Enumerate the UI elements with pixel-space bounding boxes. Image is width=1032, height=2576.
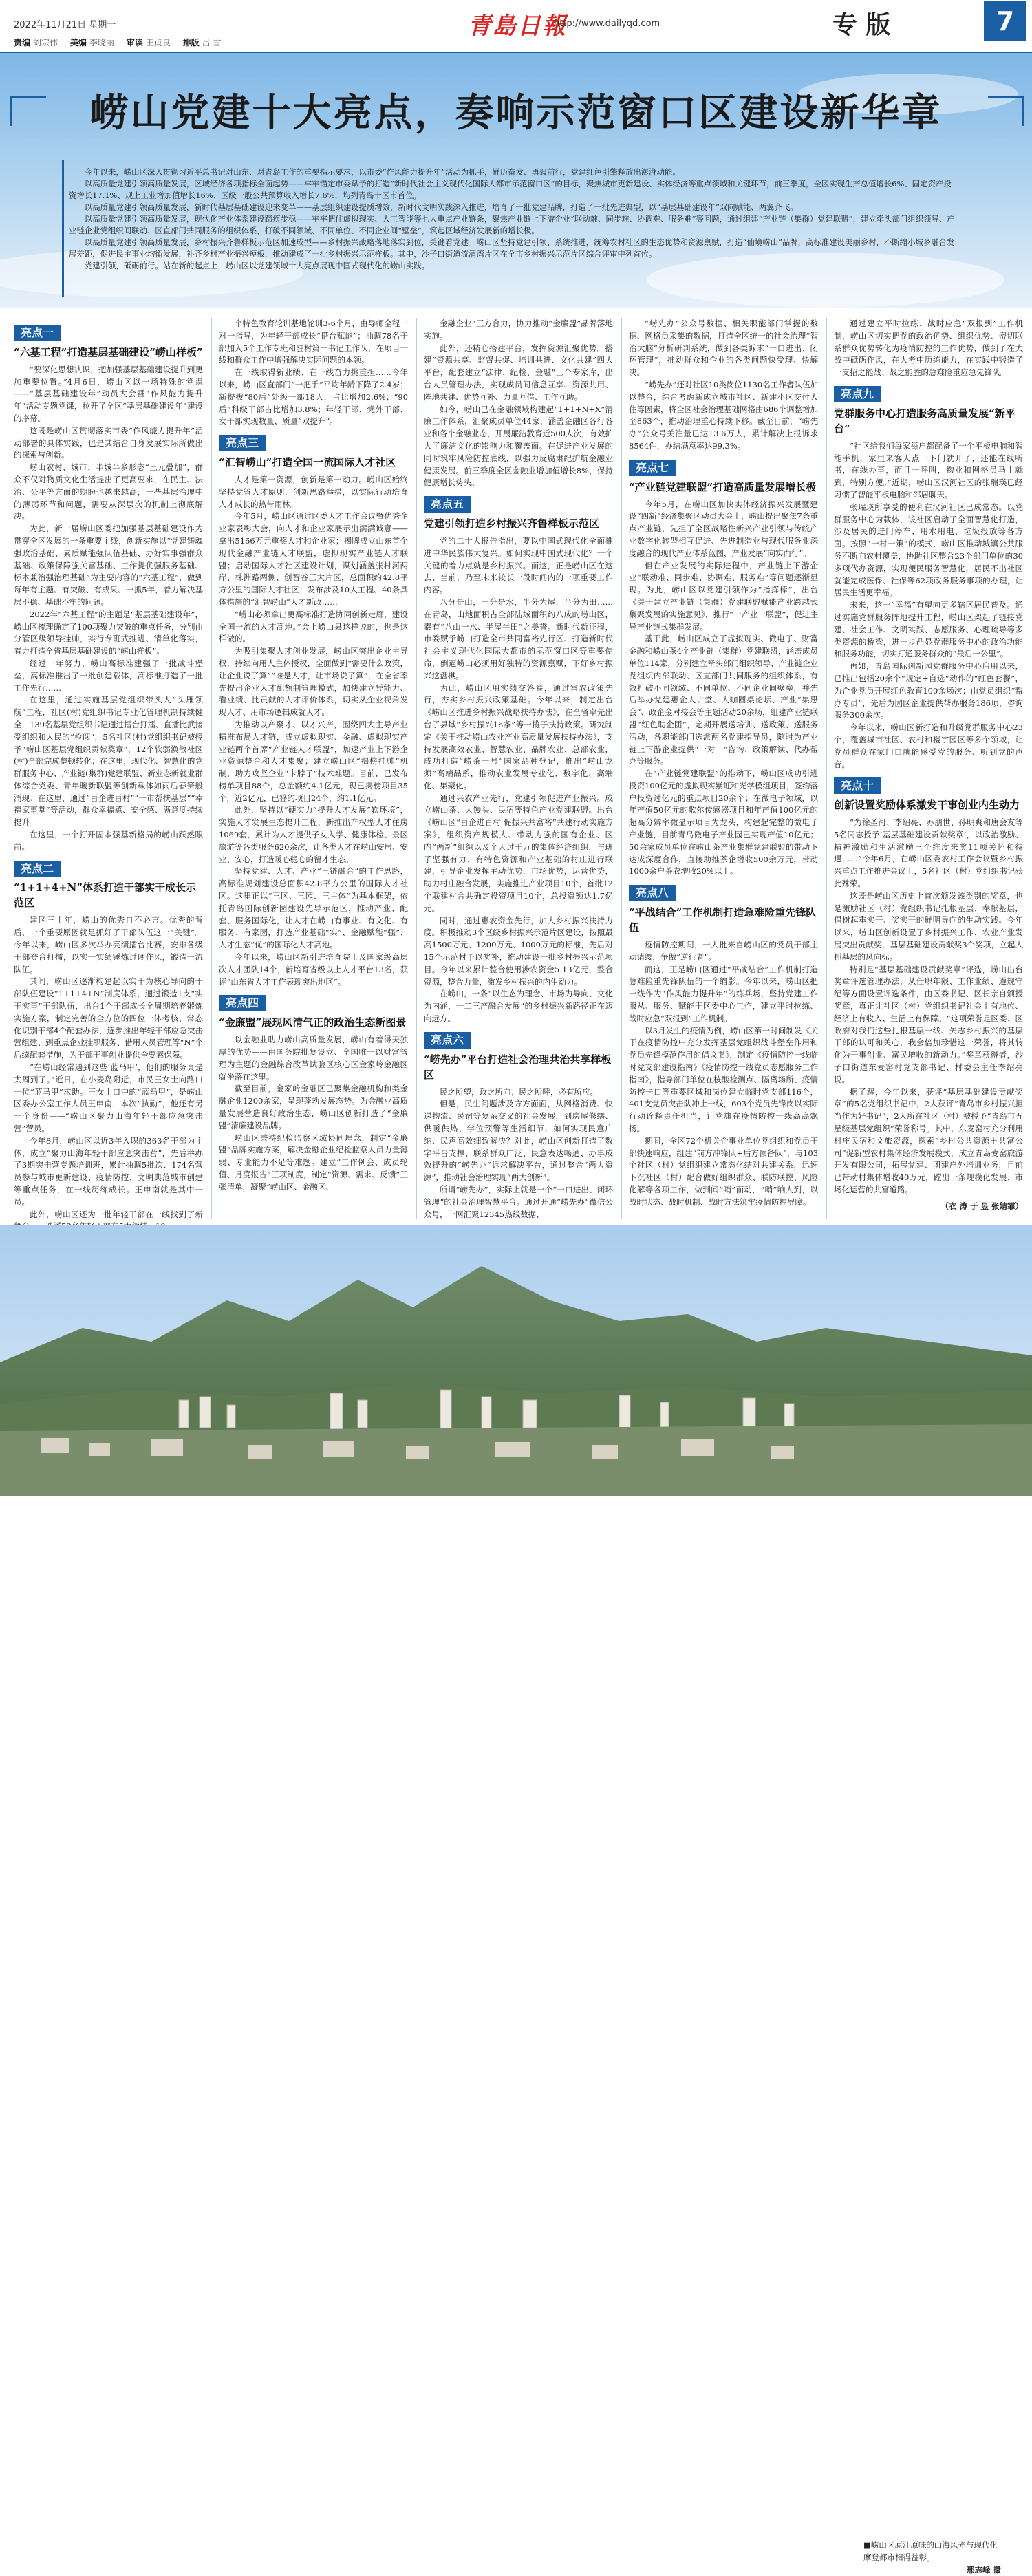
body-paragraph: 金融企业”三方合力，协力推动“金廉盟”品牌落地实施。 <box>424 319 613 341</box>
body-paragraph: 崂山农村、城市、半城半乡形态“三元叠加”，群众不仅对物质文化生活提出了更高要求，在民主、法治、公平等方面的期盼也越来越高，一些基层治理中的薄弱环节和问题，需要从深层次的机制上彻底解决。 <box>14 462 203 522</box>
masthead <box>0 0 1032 53</box>
body-paragraph: 同时，通过惠农资金先行，加大乡村振兴扶持力度。积极推动3个区级乡村振兴示范片区建设，按照最高1500万元、1200万元、1000万元的标准，先后对15个示范村予以奖补，推动建设一批乡村振兴示范项目。今年以来累计整合使用涉农资金5.13亿元，整合资源，整合力量，激发乡村振兴的内生动力。 <box>424 915 613 987</box>
body-paragraph: 所谓“崂先办”，实际上就是一个“一口进出、闭环管理”的社会治理智慧平台。通过开通“崂先办”微信公众号，一网汇聚12345热线数据、 <box>424 1185 613 1219</box>
body-paragraph: 基于此，崂山区成立了虚拟现实、微电子、财富金融和崂山茶4个产业链（集群）党建联盟，涵盖成员单位114家，分别建立牵头部门组织领导、产业链企业党组织内部联动、区直部门共同服务的组织体系，有效打破不同领域、不同单位、不同企业间壁垒，并先后举办党建惠企大讲堂、大咖圆桌论坛、产业“集思会”、政企金对接会等主题活动20余场，组建产业链联盟“红色助企团”，定期开展送培训、送政策、送服务活动，各职能部门选派两名党建指导员，随时为产业链上下游企业提供“一对一”咨询、政策解读、代办帮办等服务。 <box>629 634 818 766</box>
page-headline: 崂山党建十大亮点，奏响示范窗口区建设新华章 <box>89 90 943 136</box>
body-paragraph: 在“产业链党建联盟”的推动下，崂山区成功引进投资100亿元的虚拟现实紫虹和光学模组项目，签约落户投资过亿元的重点项目20余个；在微电子领域，以年产值50亿元的歌尔传感器项目和年产值100亿元的超高分辨率微显示项目为龙头，构建起完整的微电子产业链，目前青岛微电子产业园已实现产值10亿元；50余家成员单位在崂山茶产业集群党建联盟的带动下达成深度合作，直接助推茶企增收500余万元，带动1000余户茶农增收20%以上。 <box>629 769 818 877</box>
highlight-title: “产业链党建联盟”打造高质量发展增长极 <box>629 480 817 493</box>
caption-text: ■崂山区原汁原味的山海风光与现代化摩登都市相得益彰。 <box>863 2540 998 2562</box>
page-number: 7 <box>984 1 1026 41</box>
highlight-heading <box>629 885 818 935</box>
body-paragraph: 但是，民生问题涉及方方面面，从网格消费、快递物流、民宿等复杂交叉的社会发展，到房屋修缮、供暖供热、学位预警等生活细节，如何实现民意广纳、民声高效细致解决？对此，崂山区创新打造了数字平台支撑、联系群众广泛、民意表达畅通、办事成效提升的“崂先办”诉求解决平台，通过整合“两大资源”，推动社会治理实现“两大创新”。 <box>424 1099 613 1183</box>
body-paragraph: 个特色教育轮训基地轮训3-6个月，由导师全程一对一指导，为年轻干部成长“搭台赋能”；抽调78名干部加入5个工作专班和驻村第一书记工作队，在项目一线和群众工作中增强解决实际问题的本领。 <box>219 319 408 365</box>
body-paragraph: 据了解，今年以来，获评“基层基础建设贡献奖章”的5名党组织书记中，2人获评“青岛市乡村振兴担当作为好书记”，2人所在社区（村）被授予“青岛市五星级基层党组织”荣誉称号。其中，东麦窑村充分利用村庄民宿和文旅资源，探索“乡村公共资源＋共富公司”促新型农村集体经济发展模式，成立青岛麦窑旅游开发有限公司，拓展党建、团建户外培训业务，目前已带动村集体增收40万元，蹚出一条规模化发展、市场化运营的共富道路。 <box>834 1086 1023 1194</box>
article-column <box>424 318 613 1221</box>
highlight-title: “汇智崂山”打造全国一流国际人才社区 <box>219 455 396 469</box>
body-paragraph: “崂先办”公众号数据、相关职能部门掌握的数据、网格员采集的数据，打造全区统一的社会治理“智治大脑”分析研判系统，做到各类诉求“一口进出、闭环管理”，推动群众和企业的各类问题快受理、快解决。 <box>629 319 818 378</box>
highlight-title: 创新设置奖励体系激发干事创业内生动力 <box>834 799 1020 812</box>
body-paragraph: 以3月发生的疫情为例，崂山区第一时间制发《关于在疫情防控中充分发挥基层党组织战斗堡垒作用和党员先锋模范作用的倡议书》，制定《疫情防控一线临时党支部建设指南》《疫情防控一线党员志愿服务工作指南》，指导部门单位在核酸检测点、隔离场所、疫情防控卡口等重要区域和岗位建立临时党支部116个，401支党员突击队冲上一线，603个党员先锋岗以实际行动诠释责任担当，让党旗在疫情防控一线高高飘扬。 <box>629 1025 818 1134</box>
editor-line <box>14 36 230 48</box>
body-paragraph: 此外，还精心搭建平台，发挥资源汇聚优势。搭建“资源共享、监督共促、培训共进、文化共建”四大平台，配套建立“法律、纪检、金融”三个专家库，出台人员管理办法，实现成员间信息互享、资源共用、阵地共建、优势互补、力量互借、工作互助。 <box>424 343 613 402</box>
column-divider <box>826 318 827 1219</box>
body-paragraph: 其间，崂山区逐渐构建起以实干为核心导向的干部队伍建设“1+1+4+N”制度体系，通过锻造1支“实干实事”干部队伍，出台1个干部成长全周期培养锻炼实施方案，制定完善的全方位的四位一体考核、常态化识别干部4个配套办法，逐步推出年轻干部应急突击营组建、到重点企业挂职服务、借用人员管理等“N”个后续配套措施，为干部干事创业提供全要素保障。 <box>14 976 203 1060</box>
body-paragraph: 经过一年努力，崂山高标准建强了一批战斗堡垒，高标准推出了一批创建载体，高标准打造了一批工作先行…… <box>14 658 203 693</box>
article-column <box>219 318 408 1194</box>
section-title: 专 版 <box>832 10 891 39</box>
body-paragraph: 此外，崂山区还为一批年轻干部在一线找到了新 <box>30 1209 203 1219</box>
body-paragraph: “崂山必须拿出更高标准打造协同创新走廊，建设全国一流的人才高地。”会上崂山县这样说的，也是这样做的。 <box>219 609 408 644</box>
body-paragraph: 今年5月，崂山区通过区委人才工作会议暨优秀企业家表彰大会，向人才和企业家展示出满满诚意——拿出5166万元重奖人才和企业家；揭牌成立山东首个现代金融产业链人才联盟，虚拟现实产业链人才联盟；启动国际人才社区建设计划，谋划涵盖张村河两岸、株洲路两侧、创智谷三大片区，总面积约42.8平方公里的国际人才社区；发布涉及10大工程、40条具体措施的“汇智崂山”人才新政…… <box>219 511 408 607</box>
body-paragraph: 为此，新一届崂山区委把加强基层基础建设作为贯穿全区发展的一条重要主线，创新实施以“党建铸魂强政治基础、素质赋能强队伍基础、办好实事强群众基础、政策保障强关富基础、工作提优强服务基础、标本兼治强治理基础”为主要内容的“六基工程”，做到每年有主题、有突破、有成果、一抓5年，着力解决基层不稳、基础不牢的问题。 <box>14 524 203 607</box>
body-paragraph: 崂山区秉持纪检监察区域协同理念，制定“金廉盟”品牌实施方案，解决金融企业纪检监察人员力量薄弱、专业能力不足等难题。建立“工作例会、成员轮值、月度报告”三项制度，制定“资源、需求、反馈”三张清单，凝聚“崂山区、金融区、 <box>219 1133 408 1192</box>
body-paragraph: 期间，全区72个机关企事业单位党组织和党员干部快速响应，组建“前方冲锋队+后方预备队”，与103个社区（村）党组织建立常态化结对共建关系，迅速下沉社区（村）配合做好组织群众、联防联控、风险化解等各项工作，做到闻“哨”而动，“哨”响人到，以战时状态、战时机制、战时方法筑牢疫情防控屏障。 <box>629 1135 818 1207</box>
body-paragraph: 今年5月，在崂山区加快实体经济振兴发展暨建设“四新”经济集聚区动员大会上，崂山提出聚焦7条重点产业链，先担了全区战略性新兴产业引领与传统产业数字化转型相互促进、先进制造业与现代服务业深度融合的现代产业体系蓝图，产业发展“向实而行”。 <box>629 499 818 558</box>
newspaper-logo: 青島日報 <box>468 12 567 40</box>
highlight-tag: 亮点二 <box>14 861 61 877</box>
intro-text <box>69 167 956 272</box>
body-paragraph: 党的二十大报告指出，要以中国式现代化全面推进中华民族伟大复兴。如何实现中国式现代化？一个关键的着力点就是乡村振兴。而这，正是崂山区在这去、当前，乃至未来较长一段时间内的一项重要工作内容。 <box>424 535 613 595</box>
body-paragraph: 这既是崂山区历史上首次颁发该类别的奖章，也是激励社区（村）党组织书记扎根基层、奉献基层，倡树起重实干、奖实干的鲜明导向的生动实践。今年以来，崂山区创新设置了乡村振兴工作、农业产业发展突出贡献奖，基层基础建设贡献奖3个奖项，立起大抓基层的风向标。 <box>834 890 1023 962</box>
body-paragraph: 今年8月，崂山区以近3年入职的363名干部为主体，成立“聚力山海年轻干部应急突击营”，先后举办了3期突击营专题培训班，累计抽调5批次、174名营员参与城市更新建设、疫情防控、文明典范城市创建等重点任务，在一线历练成长。王申南就是其中一员。 <box>14 1135 203 1207</box>
column-divider <box>211 318 212 1219</box>
highlight-tag: 亮点四 <box>219 995 266 1011</box>
body-paragraph: 在崂山，一条“以生态为理念、市场为导向、文化为内涵，一二三产融合发展”的乡村振兴新路径正在迈向远方。 <box>424 989 613 1024</box>
body-paragraph: 八分是山，一分是水，半分为屋，半分为田……在青岛，山地面积占全部陆域面积约八成的崂山区，素有“八山一水、半屋半田”之美誉。新时代新征程，市委赋予崂山打造全市共同富裕先行区、打造新时代社会主义现代化国际大都市的示范窗口区等重要使命，倒逼崂山必须用好独特的资源禀赋，下好乡村振兴这盘棋。 <box>424 597 613 680</box>
highlight-title: “六基工程”打造基层基础建设“崂山样板” <box>14 345 203 358</box>
intro-paragraph: 党建引领，砥砺前行。站在新的起点上，崂山区以党建领域十大亮点展现中国式现代化的崂山实践。 <box>84 261 429 270</box>
editor-name: 刘宗伟 <box>33 38 58 47</box>
body-paragraph: 民之所望，政之所向；民之所呼，必有所应。 <box>440 1086 598 1097</box>
editor-role: 审读 <box>126 38 143 47</box>
body-paragraph: “崂先办”还对社区10类岗位1130名工作者队伍加以整合，综合考虑新成立城市社区、新建小区交付人住等因素，将全区社会治理基础网格由686个调整增加至863个，推动治理重心持续下移。截至目前，“崂先办”公众号关注量已达13.6万人，累计解决上报诉求8564件，办结满意率达99.3%。 <box>629 379 818 451</box>
highlight-heading <box>219 995 408 1030</box>
body-paragraph: 疫情防控期间，一大批来自崂山区的党员干部主动请缨，争做“逆行者”。 <box>629 940 818 962</box>
highlight-tag: 亮点九 <box>834 386 881 402</box>
highlight-heading <box>834 777 1023 813</box>
highlight-title: “1+1+4+N”体系打造干部实干成长示范区 <box>14 881 196 910</box>
intro-paragraph: 以高质量党建引领高质量发展，区域经济各项指标全面起势——牢牢锚定市委赋予的打造“新时代社会主义现代化国际大都市示范窗口区”的目标，聚焦城市更新建设、实体经济等重点领域和关键环节，前三季度，全区实现生产总值增长6%、固定资产投资增长17.1%、规上工业增加值增长16%、区级一般公共预算收入增长7.6%，均列青岛十区市首位。 <box>69 179 952 200</box>
body-paragraph: 为此，崂山区用实绩交答卷，通过富农政策先行，夯实乡村振兴政策基础。今年以来，制定出台《崂山区推进乡村振兴战略扶持办法》，在全省率先出台了县域“乡村振兴16条”等一揽子扶持政策。研究制定《关于推动崂山农业产业高质量发展扶持办法》，支持发展高效农业、智慧农业、品牌农业、总部农业，成功打造“崂茶一号”国家品种登记，推出“崂山龙须”高端品系，推动农业发展专业化、数字化、高端化、集聚化。 <box>424 683 613 791</box>
photo-caption <box>863 2539 1001 2576</box>
intro-paragraph: 以高质量党建引领高质量发展，现代化产业体系建设蹄疾步稳——牢牢把住虚拟现实、人工智能等七大重点产业链条，聚焦产业链上下游企业“联动难、同步难、协调难、服务难”等问题，通过组建“产业链（集群）党建联盟”，建立牵头部门组织领导、产业链企业党组织间联动、区直部门共同服务的组织体系，打破不同领域、不同单位、不同企业间“壁垒”，筑起区域经济发展新的增长极。 <box>69 214 955 235</box>
intro-paragraph: 以高质量党建引领高质量发展，乡村振兴齐鲁样板示范区加速成型——乡村振兴战略落地落实到位，关键看党建。崂山区坚持党建引领、系统推进，统筹农村社区的生态优势和资源禀赋，打造“仙境崂山”品牌，高标准建设美丽乡村，不断缩小城乡融合发展差距，促进民主事业均衡发展，补齐乡村产业振兴短板，推动建成了一批乡村振兴示范样板。其中，沙子口街道流清湾片区在全市乡村振兴示范片区综合评审中列首位。 <box>69 237 955 259</box>
intro-paragraph: 以高质量党建引领高质量发展，新时代基层基础建设迎来变革——基层组织建设提质增效，新时代文明实践深入推进，培育了一批党建品牌，打造了一批先进典型，以“基层基础建设年”双向赋能、两翼齐飞。 <box>84 202 798 212</box>
editor-name: 吕 雪 <box>202 38 222 47</box>
body-paragraph: “社区给我们每家每户都配备了一个平板电脑和智能手机，家里来客人点一下门就开了，还能在线听书，在线办事，而且一呼叫，物业和网格员马上就到，特别方便。”近期，崂山区汉河社区的张瑞瑛已经习惯了智能平板电脑和邻居聊天。 <box>834 440 1023 500</box>
highlight-heading <box>219 435 408 470</box>
body-paragraph: 人才是第一资源，创新是第一动力。崂山区始终坚持党管人才原则，创新思路举措，以实际行动培育人才成长的热带雨林。 <box>219 474 408 509</box>
body-paragraph: 截至目前，金家岭金融区已聚集金融机构和类金融企业1200余家，呈现蓬勃发展态势。为金融业高质量发展营造良好政治生态，崂山区创新打造了“金廉盟”清廉建设品牌。 <box>219 1084 408 1130</box>
editor-role: 美编 <box>69 38 87 47</box>
body-paragraph: 通过建立平时拉练、战时应急“双报到”工作机制，崂山区切实把党的政治优势、组织优势、密切联系群众优势转化为疫情防控的工作优势，做到了在大战中砥砺作风，在大考中历练能力，在实践中锻造了一支招之能战、战之能胜的急难险重应急先锋队。 <box>834 319 1023 378</box>
body-paragraph: 特别是“基层基础建设贡献奖章”评选，崂山出台奖章评选管理办法，从任职年限、工作业绩、遵规守纪等方面设置评选条件，由区委书记、区长亲自颁授奖章，真正让社区（村）党组织书记社会上有地位、经济上有收入、生活上有保障。“这项荣誉是区委、区政府对我们这些扎根基层一线、矢志乡村振兴的基层干部的认可和关心，我会倍加珍惜这一荣誉，将其转化为干事创业、富民增收的新动力。”奖章获得者，沙子口街道东麦窑村党支部书记、村委会主任李绍亮说。 <box>834 964 1023 1084</box>
intro-paragraph: 今年以来，崂山区深入贯彻习近平总书记对山东、对青岛工作的重要指示要求，以市委“作风能力提升年”活动为抓手，鲜历奋发、勇毅前行，党建红色引擎释放出澎湃动能。 <box>84 167 680 177</box>
author-byline: （衣 涛 于 昱 张婧霏） <box>940 1201 1023 1211</box>
body-paragraph: 在一线取得新业绩、在一线奋力挑重担……今年以来，崂山区直部门“一把手”平均年龄下降了2.4岁；新提拔“80后”处级干部18人，占比增加2.6%；“90后”科级干部占比增加3.8%；年轻干部、党外干部、女干部实现数量、质量“双提升”。 <box>219 367 408 427</box>
body-paragraph: 坚持党建、人才、产业“三链融合”的工作思路，高标准规划建设总面积42.8平方公里的国际人才社区。这里正以“三区、三园、三主体”为基本框架，依托青岛国际创新园建设先导示范区，推动产业、配套、服务国际化，让人才在崂山有事业、有文化、有服务、有家园，打造产业基础“实”、金融赋能“强”、人才生态“优”的国际化人才高地。 <box>219 866 408 950</box>
body-paragraph: 而这，正是崂山区通过“平战结合”工作机制打造急难险重先锋队伍的一个缩影。今年以来，崂山区把一线作为“作风能力提升年”的练兵场，坚持党建工作服从、服务、赋能于区委中心工作，建立平时拉练、战时应急“双报到”工作机制。 <box>629 964 818 1023</box>
editor-name: 李晓丽 <box>89 38 114 47</box>
body-paragraph: 为推动以产聚才、以才兴产，围绕四大主导产业精准布局人才链，成立虚拟现实、金融、虚拟现实产业链两个首席“产业链人才联盟”，加速产业上下游企业资源整合和人才集聚；建立崂山区“揭榜挂帅”机制，助力攻坚企业“卡脖子”技术难题。目前，已发布榜单项目88个，总金额约4.1亿元，现已揭榜项目35个，近2亿元，已签约项目24个，约1.1亿元。 <box>219 719 408 803</box>
highlight-tag: 亮点十 <box>834 777 881 794</box>
body-paragraph: 在这里，一个打开固本强基新格局的崂山跃然眼前。 <box>14 830 203 852</box>
highlight-heading <box>629 460 818 495</box>
body-paragraph: 未来，这一“幸福”有望向更多辖区居民普及。通过实施党群服务阵地提升工程，崂山区架起了链接党建、社会工作、文明实践、志愿服务、心理疏导等多类资源的桥梁，进一步凸显党群服务中心的政治功能和服务功能，切实打通服务群众的“最后一公里”。 <box>834 600 1023 659</box>
highlight-title: 党建引领打造乡村振兴齐鲁样板示范区 <box>424 517 600 530</box>
highlight-title: “崂先办”平台打造社会治理共治共享样板区 <box>424 1053 612 1081</box>
highlight-tag: 亮点三 <box>219 435 266 451</box>
body-paragraph: 此外，坚持以“硬实力”提升人才发展“软环境”，实施人才发展生态提升工程，新推出产权型人才住房1069套，累计为人才提供子女入学、健康体检、景区旅游等各类服务620余次，让各类人才在崂山安居、安业、安心，打造暖心稳心的留才生态。 <box>219 805 408 864</box>
highlight-title: 党群服务中心打造服务高质量发展“新平台” <box>834 407 1015 435</box>
landscape-photo <box>0 1225 1032 2575</box>
issue-date: 2022年11月21日 星期一 <box>14 20 116 30</box>
article-column <box>14 318 203 1233</box>
body-paragraph: 为吸引集聚人才创业发展，崂山区突出企业主导权，持续向用人主体授权，全面做到“需要什么政策，让企业说了算”“谁是人才，让市场说了算”，在全省率先提出企业人才配额制管理模式，加快建立凭能力、看业绩、比贡献的人才评价体系，切实从企业视角发现人才、用市场逻辑成就人才。 <box>219 646 408 718</box>
column-divider <box>621 318 622 1219</box>
highlight-title: “金廉盟”展现风清气正的政治生态新图景 <box>219 1016 407 1029</box>
highlight-tag: 亮点七 <box>629 460 676 476</box>
body-paragraph: “要深化思想认识，把加强基层基础建设提升到更加重要位置。”4月6日，崂山区以一场特殊的党课——“基层基础建设年”动员大会暨“作风能力提升年”活动专题党课，拉开了全区“基层基础建设年”建设的序幕。 <box>14 364 203 423</box>
highlight-heading <box>14 861 203 911</box>
body-paragraph: 建区三十年，崂山的优秀自不必言。优秀的背后，一个重要原因就是抓好了干部队伍这一“关键”。今年以来，崂山区多次举办亮绩擂台比赛，安排各级干部登台打擂，以实干实绩锤炼过硬作风，锻造一流队伍。 <box>14 915 203 974</box>
body-paragraph: 2022年“六基工程”的主题是“基层基础建设年”，崂山区梳理确定了100项聚力突破的重点任务，分别由分管区级领导挂帅，实行专班式推进、清单化落实，着力打造全省基层基础建设的“崂山样板”。 <box>14 609 203 656</box>
body-paragraph: 在这里，通过实施基层党组织带头人“头雁领航”工程，社区(村)党组织书记专业化管理机制持续健全，139名基层党组织书记通过擂台打擂、直播比武接受组织和人民的“检阅”，5名社区(村)党组织书记被授予“崂山区基层党组织贡献奖章”，12个软弱涣散社区(村)全部完成整顿转化；在这里，现代化、智慧化的党群服务中心、产业链(集群)党建联盟、新业态新就业群体综合党委、青年暖新联盟等创新载体如雨后春笋般涌现；在这里，通过“百企进百村”“一市帮扶基层”“幸福家事堂”等活动，群众幸福感、安全感、满意度持续提升。 <box>14 695 203 828</box>
highlight-tag: 亮点八 <box>629 885 676 901</box>
editor-name: 王贞良 <box>145 38 171 47</box>
body-paragraph: “在崂山经常遇到这些‘蓝马甲’，他们的服务真是太周到了。”近日，在小麦岛附近，市民王女士向路口一位“蓝马甲”求助。王女士口中的“蓝马甲”，是崂山区委办公室工作人员王申南，本次“执勤”，他还有另一个身份——“崂山区聚力山海年轻干部应急突击营”营员。 <box>14 1062 203 1134</box>
body-paragraph: 再如，青岛国际创新园党群服务中心启用以来，已推出包括20余个“规定+自选”动作的“红色套餐”，为企业党员开展红色教育100余场次；由党员组织“帮办专员”，先后为园区企业提供帮办服务186项，咨询服务300余次。 <box>834 661 1023 720</box>
article-column <box>629 318 818 1209</box>
body-paragraph: 通过兴农产业先行，党建引领促进产业振兴。成立崂山茶、大馒头、民宿等特色产业党建联盟。出台《崂山区“百企进百村 促振兴共富裕”共建行动实施方案》，组织资产规模大、带动力强的国有企业、区内“两新”组织以及个人过千万的集体经济组织，与班子坚强有力、有特色资源和产业基础的村庄进行联建，引导企业发挥主动优势，市场优势，运营优势，助力村庄融合发展，实施推进产业项目10个，首批12个联建村合共确定投资项目10个，总投资额达1.7亿元。 <box>424 793 613 913</box>
column-divider <box>416 318 417 1219</box>
body-paragraph: 今年以来，崂山区新引进培育院士及国家级高层次人才团队14个，新培育省级以上人才平台13名，获评“山东省人才工作表现突出地区”。 <box>219 952 408 987</box>
body-paragraph: “为徐圣河、李绍亮、苏朋世、孙明爽和唐会友等5名同志授予‘基层基础建设贡献奖章’，以政治激励、精神激励和生活激励三个维度来奖11项关怀和待遇……”今年6月，在崂山区委农村工作会议暨乡村振兴重点工作推进会议上，5名社区（村）党组织书记获此殊荣。 <box>834 817 1023 889</box>
highlight-heading <box>424 1032 613 1082</box>
highlight-tag: 亮点五 <box>424 496 471 513</box>
body-paragraph: 张瑞瑛所享受的便利在汉河社区已成常态。以党群服务中心为载体，该社区启动了全面智慧化打造，涉及居民的进门停车、用水用电、垃圾投放等各方面。按照“一村一策”的模式，崂山区推动城镇公共服务不断向农村覆盖，协助社区整合23个部门单位的30多项代办资源，实现便民服务智慧化，居民不出社区就能完成医保、社保等62项政务服务事项的办理，让居民生活更幸福。 <box>834 502 1023 598</box>
highlight-heading <box>14 325 203 360</box>
newspaper-url[interactable]: http://www.dailyqd.com <box>554 19 660 29</box>
mountain-city-image <box>0 1225 1032 1496</box>
body-paragraph: 这既是崂山区贯彻落实市委“作风能力提升年”活动部署的具体实践，也是其结合自身发展实际所做出的探索与创新。 <box>14 425 203 460</box>
body-paragraph: 但在产业发展的实际进程中，产业链上下游企业“联动难、同步难、协调难、服务难”等问题逐渐显现。为此，崂山区以党建引领作为“指挥棒”，出台《关于建立产业链（集群）党建联盟赋能产业跨越式集聚发展的实施意见》，推行“一产业一联盟”，促进主导产业链式集群发展。 <box>629 560 818 632</box>
highlight-heading <box>424 496 613 531</box>
article-columns <box>14 318 1023 1219</box>
body-paragraph: 如今，崂山已在金融领域构建起“1+1+N+X”清廉工作体系，汇聚成员单位44家，涵盖金融区各行各业和各个金融业态，开展廉洁教育近500人次，有效扩大了廉洁文化的影响力和覆盖面。在促进产业发展的同时筑牢风险防控底线，以强力反腐肃纪护航金融业健康发展。前三季度全区金融业增加值增长8%，保持健康增长势头。 <box>424 404 613 488</box>
editor-role: 责编 <box>14 38 31 47</box>
highlight-tag: 亮点一 <box>14 325 61 341</box>
highlight-heading <box>834 386 1023 436</box>
body-paragraph: 今年以来，崂山区新打造和升级党群服务中心23个，覆盖城市社区、农村和楼宇园区等多个领域，让党员群众在家门口就能感受党的服务、听到党的声音。 <box>834 722 1023 769</box>
body-paragraph: 以金融业助力崂山高质量发展，崂山有着得天独厚的优势——由国务院批复设立、全国唯一以财富管理为主题的金融综合改革试验区核心区金家岭金融区就坐落在这里。 <box>219 1035 408 1082</box>
highlight-title: “平战结合”工作机制打造急难险重先锋队伍 <box>629 906 817 934</box>
photo-credit: 邢志峰 摄 <box>966 2565 1001 2575</box>
article-column <box>834 318 1023 1213</box>
highlight-tag: 亮点六 <box>424 1032 471 1049</box>
editor-role: 排版 <box>182 38 200 47</box>
